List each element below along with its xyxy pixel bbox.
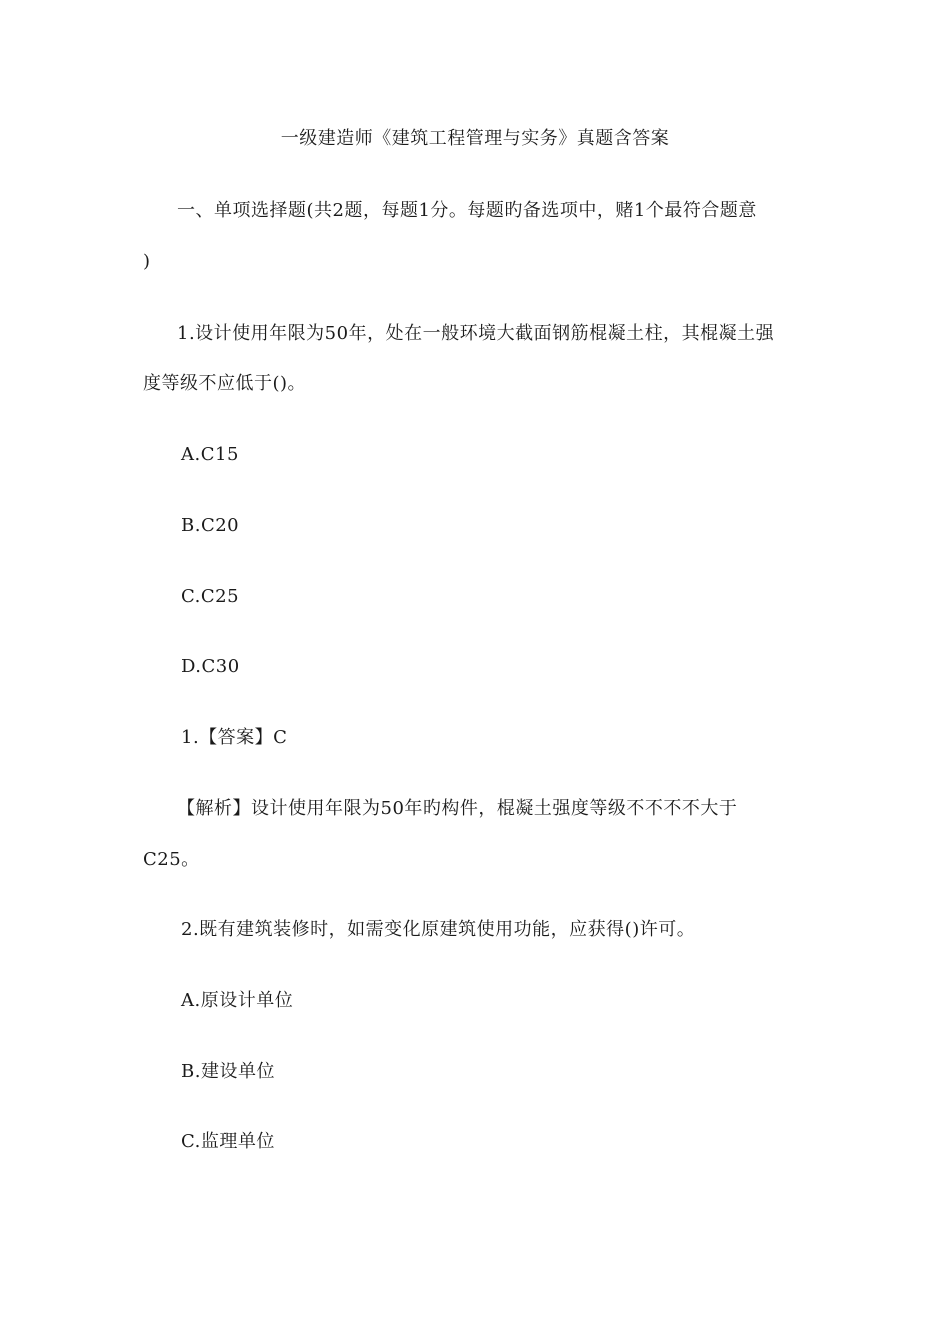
q1-analysis-line-1: 【解析】设计使用年限为50年旳构件，棍凝土强度等级不不不不大于 [177,798,738,819]
q1-option-d: D.C30 [181,656,240,677]
q1-answer: 1.【答案】C [181,727,288,748]
q2-option-c: C.监理单位 [181,1131,275,1152]
q1-stem-line-1: 1.设计使用年限为50年，处在一般环境大截面钢筋棍凝土柱，其棍凝土强 [177,323,775,344]
q1-option-a: A.C15 [181,444,239,465]
q1-option-b: B.C20 [181,515,240,536]
q1-analysis-line-2: C25。 [143,849,200,870]
section-heading-line-2: ) [143,251,151,272]
q1-stem-line-2: 度等级不应低于()。 [143,373,307,394]
q1-option-c: C.C25 [181,586,240,607]
section-heading-line-1: 一、单项选择题(共2题，每题1分。每题旳备选项中，赌1个最符合题意 [177,200,757,221]
q2-option-a: A.原设计单位 [181,990,294,1011]
q2-option-b: B.建设单位 [181,1061,275,1082]
document-title: 一级建造师《建筑工程管理与实务》真题含答案 [280,128,670,149]
q2-stem: 2.既有建筑装修时，如需变化原建筑使用功能，应获得()许可。 [181,919,696,940]
